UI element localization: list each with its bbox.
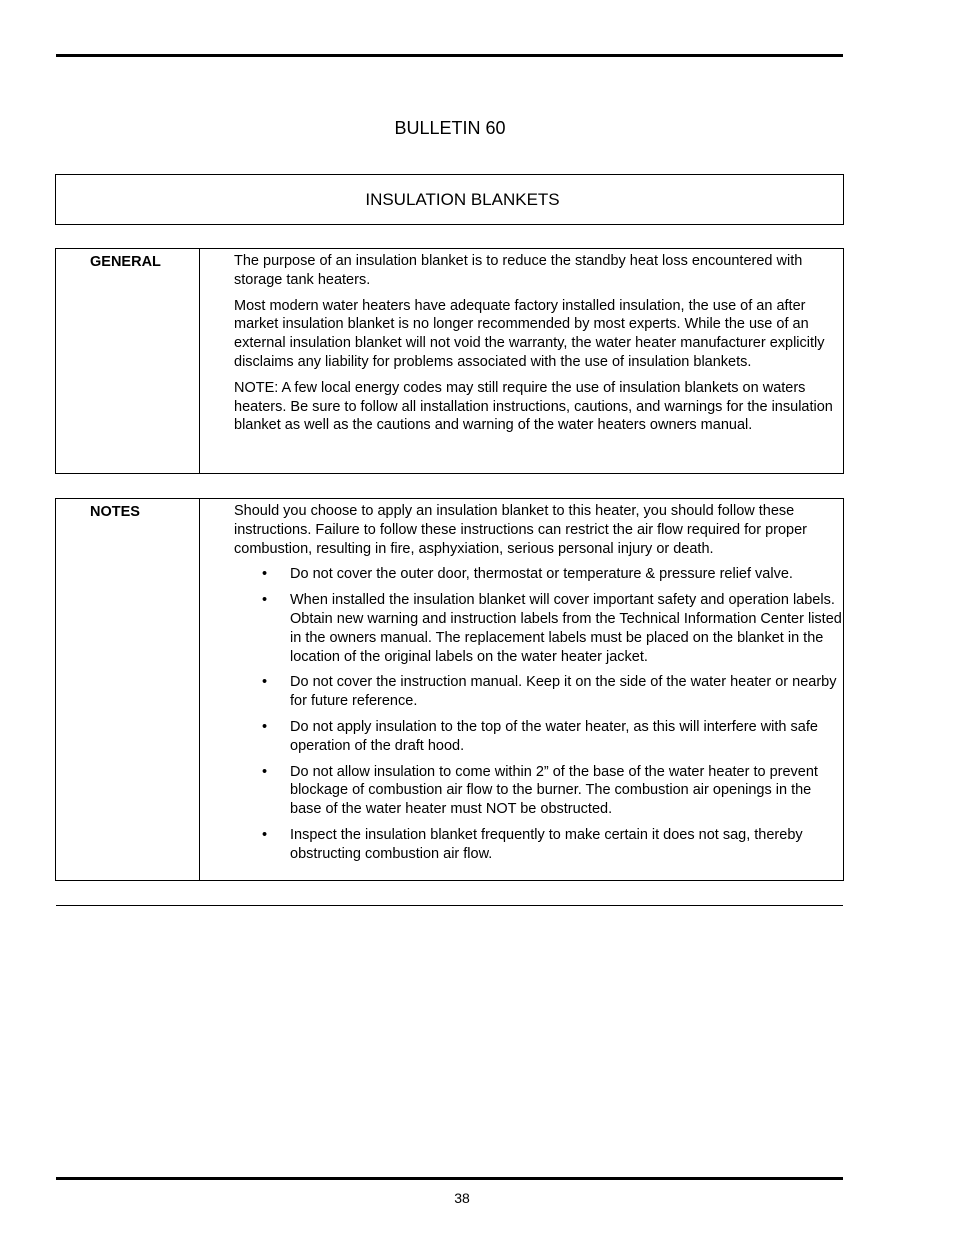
list-item xyxy=(234,591,843,666)
list-item xyxy=(234,565,843,584)
general-paragraph: NOTE: A few local energy codes may still require the use of insulation blankets on waters heaters. Be sure to follow all installation instructions, cautions, and warnings for the insulation blanket as well as the cautions and warning of the water heaters owners manual. xyxy=(234,379,833,434)
top-rule xyxy=(56,54,843,57)
list-item xyxy=(234,826,843,864)
list-item-text: Do not allow insulation to come within 2” of the base of the water heater to prevent blockage of combustion air flow to the burner. The combustion air openings in the base of the water heater must NOT be obstructed. xyxy=(290,763,818,818)
bullet-icon: • xyxy=(262,592,268,609)
list-item xyxy=(234,718,843,756)
list-item-text: Inspect the insulation blanket frequently to make certain it does not sag, thereby obstructing combustion air flow. xyxy=(290,826,803,862)
section-title-box xyxy=(55,174,844,225)
list-item-text: Do not cover the outer door, thermostat or temperature & pressure relief valve. xyxy=(290,566,793,583)
list-item-text: When installed the insulation blanket will cover important safety and operation labels. Obtain new warning and instruction labels from the Technical Information Center listed in the owners manual. The replacement labels must be placed on the blanket in the location of the original labels on the water heater jacket. xyxy=(290,592,842,665)
general-paragraph: Most modern water heaters have adequate factory installed insulation, the use of an after market insulation blanket is no longer recommended by most experts. While the use of an external insulation blanket will not void the warranty, the water heater manufacturer explicitly disclaims any liability for problems associated with the use of insulation blankets. xyxy=(234,297,825,370)
bullet-icon: • xyxy=(262,674,268,691)
page-number: 38 xyxy=(454,1190,470,1206)
general-content xyxy=(200,249,843,473)
general-section xyxy=(55,248,844,474)
list-item xyxy=(234,673,843,711)
section-divider xyxy=(56,905,843,906)
general-paragraph: The purpose of an insulation blanket is to reduce the standby heat loss encountered with storage tank heaters. xyxy=(234,253,803,288)
notes-intro: Should you choose to apply an insulation blanket to this heater, you should follow these instructions. Failure to follow these instructions can restrict the air flow required for proper combustion, resulting in fire, asphyxiation, serious personal injury or death. xyxy=(234,503,807,557)
list-item-text: Do not cover the instruction manual. Keep it on the side of the water heater or nearby for future reference. xyxy=(290,674,837,710)
notes-label: NOTES xyxy=(56,499,200,880)
section-title: INSULATION BLANKETS xyxy=(365,190,560,209)
general-label: GENERAL xyxy=(56,249,200,473)
bulletin-title: BULLETIN 60 xyxy=(394,118,506,138)
list-item-text: Do not apply insulation to the top of the water heater, as this will interfere with safe operation of the draft hood. xyxy=(290,718,818,754)
bullet-icon: • xyxy=(262,826,268,843)
list-item xyxy=(234,763,843,819)
bottom-rule xyxy=(56,1177,843,1180)
notes-bullet-list xyxy=(234,565,843,863)
notes-section xyxy=(55,498,844,881)
bullet-icon: • xyxy=(262,566,268,583)
bullet-icon: • xyxy=(262,718,268,735)
bullet-icon: • xyxy=(262,763,268,780)
notes-content xyxy=(200,499,843,880)
